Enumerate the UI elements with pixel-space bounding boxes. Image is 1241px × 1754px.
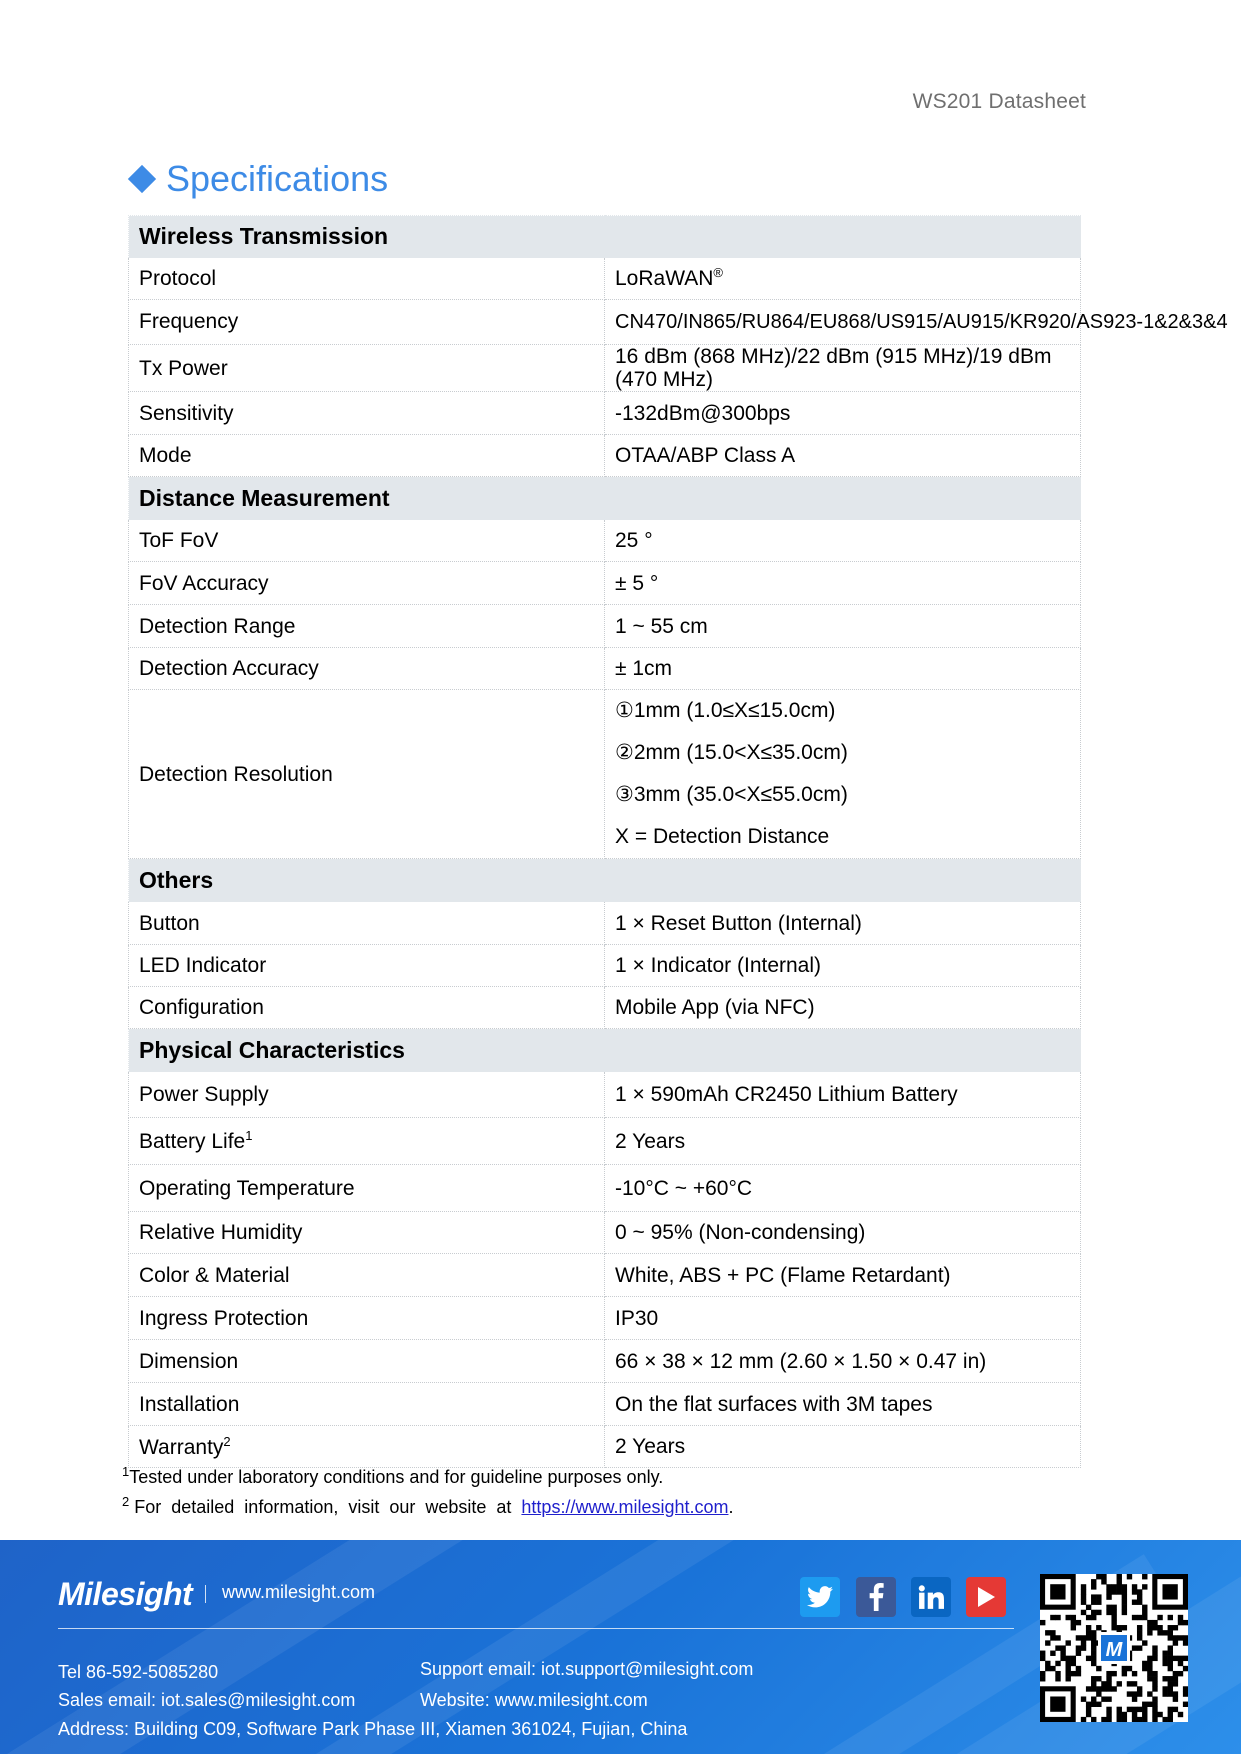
row-value: 1 × 590mAh CR2450 Lithium Battery bbox=[605, 1072, 1081, 1118]
footnote-2: $^2$ For detailed information, visit our website at https://www.milesight.com. bbox=[122, 1494, 734, 1517]
row-value: 2 Years bbox=[605, 1426, 1081, 1468]
footer-support-email[interactable]: Support email: iot.support@milesight.com bbox=[420, 1659, 754, 1679]
row-value: 0 ~ 95% (Non-condensing) bbox=[605, 1212, 1081, 1254]
table-row bbox=[129, 690, 1081, 859]
row-label: LED Indicator bbox=[129, 945, 605, 987]
row-value: ± 1cm bbox=[605, 648, 1081, 690]
linkedin-icon[interactable] bbox=[911, 1577, 951, 1617]
table-row bbox=[129, 392, 1081, 435]
table-row bbox=[129, 605, 1081, 648]
row-value: 2 Years bbox=[605, 1118, 1081, 1165]
footer-sales-email[interactable]: Sales email: iot.sales@milesight.com bbox=[58, 1690, 356, 1710]
row-value: Mobile App (via NFC) bbox=[605, 987, 1081, 1029]
group-header bbox=[129, 859, 1081, 902]
document-title: WS201 Datasheet bbox=[912, 90, 1086, 113]
table-row bbox=[129, 258, 1081, 300]
row-label: Power Supply bbox=[129, 1072, 605, 1118]
row-label: Battery Life$^1$ bbox=[129, 1118, 605, 1165]
footer-site[interactable]: www.milesight.com bbox=[222, 1582, 376, 1602]
row-value: On the flat surfaces with 3M tapes bbox=[605, 1383, 1081, 1426]
row-value: 16 dBm (868 MHz)/22 dBm (915 MHz)/19 dBm (470 MHz) bbox=[605, 345, 1081, 392]
group-title: Distance Measurement bbox=[129, 477, 1081, 520]
resolution-note: X = Detection Distance bbox=[615, 825, 830, 849]
row-label: ToF FoV bbox=[129, 520, 605, 562]
row-value: -132dBm@300bps bbox=[605, 392, 1081, 435]
row-label: Ingress Protection bbox=[129, 1297, 605, 1340]
milesight-logo: Milesight bbox=[58, 1576, 193, 1612]
table-row bbox=[129, 300, 1081, 345]
row-value: 1 × Reset Button (Internal) bbox=[605, 902, 1081, 945]
row-value: OTAA/ABP Class A bbox=[605, 435, 1081, 477]
website-link[interactable]: https://www.milesight.com bbox=[521, 1497, 729, 1517]
row-label: Installation bbox=[129, 1383, 605, 1426]
row-value: LoRaWAN® bbox=[605, 258, 1081, 300]
row-label: Operating Temperature bbox=[129, 1165, 605, 1212]
row-label: Protocol bbox=[129, 258, 605, 300]
footnotes bbox=[122, 1464, 734, 1524]
table-row bbox=[129, 1165, 1081, 1212]
twitter-icon[interactable] bbox=[800, 1577, 840, 1617]
section-title: Specifications bbox=[166, 158, 389, 199]
table-row bbox=[129, 1340, 1081, 1383]
row-label: Dimension bbox=[129, 1340, 605, 1383]
group-header bbox=[129, 216, 1081, 258]
table-row bbox=[129, 1118, 1081, 1165]
group-title: Wireless Transmission bbox=[129, 216, 1081, 258]
footnote-ref: 1 bbox=[245, 1128, 253, 1144]
table-row bbox=[129, 945, 1081, 987]
row-value: 25 ° bbox=[605, 520, 1081, 562]
row-value: White, ABS + PC (Flame Retardant) bbox=[605, 1254, 1081, 1297]
row-label: Detection Accuracy bbox=[129, 648, 605, 690]
specifications-table bbox=[128, 215, 1228, 1468]
footer-tel: Tel 86-592-5085280 bbox=[58, 1662, 219, 1682]
resolution-line: ③3mm (35.0<X≤55.0cm) bbox=[615, 783, 848, 807]
footer bbox=[0, 1540, 1241, 1754]
row-label: Detection Resolution bbox=[129, 690, 605, 859]
row-value: CN470/IN865/RU864/EU868/US915/AU915/KR920/AS923-1&2&3&4 bbox=[605, 300, 1081, 345]
row-value: -10°C ~ +60°C bbox=[605, 1165, 1081, 1212]
table-row bbox=[129, 1426, 1081, 1468]
group-title: Others bbox=[129, 859, 1081, 902]
diamond-bullet-icon bbox=[128, 165, 156, 193]
youtube-icon[interactable] bbox=[966, 1577, 1006, 1617]
section-heading bbox=[126, 158, 388, 200]
row-value bbox=[605, 690, 1081, 859]
row-value: IP30 bbox=[605, 1297, 1081, 1340]
row-label: Configuration bbox=[129, 987, 605, 1029]
footer-address: Address: Building C09, Software Park Phase III, Xiamen 361024, Fujian, China bbox=[58, 1719, 688, 1739]
divider bbox=[205, 1585, 206, 1603]
svg-text:M: M bbox=[1105, 1639, 1123, 1661]
row-value: ± 5 ° bbox=[605, 562, 1081, 605]
row-value: 1 ~ 55 cm bbox=[605, 605, 1081, 648]
row-label: Detection Range bbox=[129, 605, 605, 648]
group-header bbox=[129, 1029, 1081, 1072]
footnote-1: $^1$Tested under laboratory conditions and for guideline purposes only. bbox=[122, 1464, 664, 1487]
row-value: 66 × 38 × 12 mm (2.60 × 1.50 × 0.47 in) bbox=[605, 1340, 1081, 1383]
table-row bbox=[129, 1383, 1081, 1426]
row-label: Warranty$^2$ bbox=[129, 1426, 605, 1468]
table-row bbox=[129, 1072, 1081, 1118]
row-label: Color & Material bbox=[129, 1254, 605, 1297]
table-row bbox=[129, 987, 1081, 1029]
facebook-icon[interactable] bbox=[856, 1577, 896, 1617]
table-row bbox=[129, 435, 1081, 477]
group-header bbox=[129, 477, 1081, 520]
footer-divider bbox=[58, 1628, 1014, 1629]
table-row bbox=[129, 520, 1081, 562]
row-label: Button bbox=[129, 902, 605, 945]
row-label: Tx Power bbox=[129, 345, 605, 392]
resolution-line: ①1mm (1.0≤X≤15.0cm) bbox=[615, 699, 836, 723]
row-label: Frequency bbox=[129, 300, 605, 345]
footnote-ref: 2 bbox=[223, 1433, 231, 1449]
table-row bbox=[129, 345, 1081, 392]
table-row bbox=[129, 1212, 1081, 1254]
table-row bbox=[129, 1254, 1081, 1297]
table-row bbox=[129, 562, 1081, 605]
table-row bbox=[129, 1297, 1081, 1340]
row-label: FoV Accuracy bbox=[129, 562, 605, 605]
table-row bbox=[129, 648, 1081, 690]
resolution-line: ②2mm (15.0<X≤35.0cm) bbox=[615, 741, 848, 765]
row-label: Relative Humidity bbox=[129, 1212, 605, 1254]
row-value: 1 × Indicator (Internal) bbox=[605, 945, 1081, 987]
qr-code bbox=[1040, 1574, 1188, 1722]
row-label: Sensitivity bbox=[129, 392, 605, 435]
group-title: Physical Characteristics bbox=[129, 1029, 1081, 1072]
table-row bbox=[129, 902, 1081, 945]
row-label: Mode bbox=[129, 435, 605, 477]
registered-mark: ® bbox=[713, 265, 724, 281]
footer-website[interactable]: Website: www.milesight.com bbox=[420, 1690, 648, 1710]
